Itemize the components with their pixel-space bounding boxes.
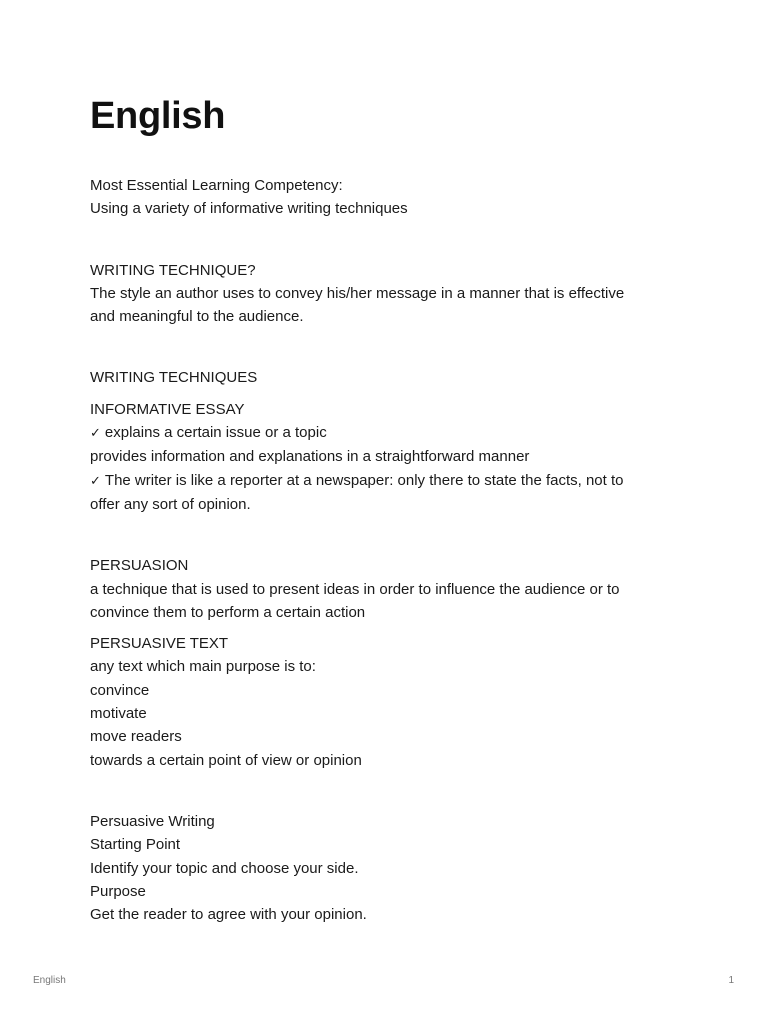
techniques-heading: WRITING TECHNIQUES [90,369,258,387]
persuasive-text-intro: any text which main purpose is to: [90,658,316,676]
competency-text: Using a variety of informative writing techniques [90,200,408,218]
document-content [90,94,680,926]
list-item: convince [90,681,150,699]
persuasive-text-heading: PERSUASIVE TEXT [90,635,229,653]
check-icon: ✓ [90,473,101,489]
informative-bullet-2-text: The writer is like a reporter at a newspaper: only there to state the facts, not to [104,471,624,489]
persuasion-text-line2: convince them to perform a certain action [90,603,366,621]
informative-bullet-1 [90,421,680,445]
persuasion-text-line1: a technique that is used to present ideas in order to influence the audience or to [90,580,620,598]
footer-title: English [33,975,66,986]
technique-text-line2: and meaningful to the audience. [90,308,304,326]
informative-line-2: provides information and explanations in a straightforward manner [90,448,530,466]
competency-label: Most Essential Learning Competency: [90,177,343,194]
list-item: move readers [90,728,182,746]
persuasive-writing-heading: Persuasive Writing [90,812,215,830]
informative-bullet-1-text: explains a certain issue or a topic [104,424,327,442]
starting-point-text: Identify your topic and choose your side. [90,859,359,877]
informative-bullet-2-cont: offer any sort of opinion. [90,495,251,513]
persuasion-heading: PERSUASION [90,557,189,575]
purpose-label: Purpose [90,882,146,900]
page-title: English [90,95,226,137]
page-number: 1 [728,975,734,986]
list-item: towards a certain point of view or opinion [90,751,362,769]
technique-heading: WRITING TECHNIQUE? [90,261,256,279]
technique-text-line1: The style an author uses to convey his/her message in a manner that is effective [90,284,625,302]
informative-essay-heading: INFORMATIVE ESSAY [90,400,245,418]
starting-point-label: Starting Point [90,836,181,854]
check-icon: ✓ [90,426,101,442]
informative-bullet-2 [90,469,680,493]
purpose-text: Get the reader to agree with your opinion. [90,906,367,924]
list-item: motivate [90,705,147,723]
